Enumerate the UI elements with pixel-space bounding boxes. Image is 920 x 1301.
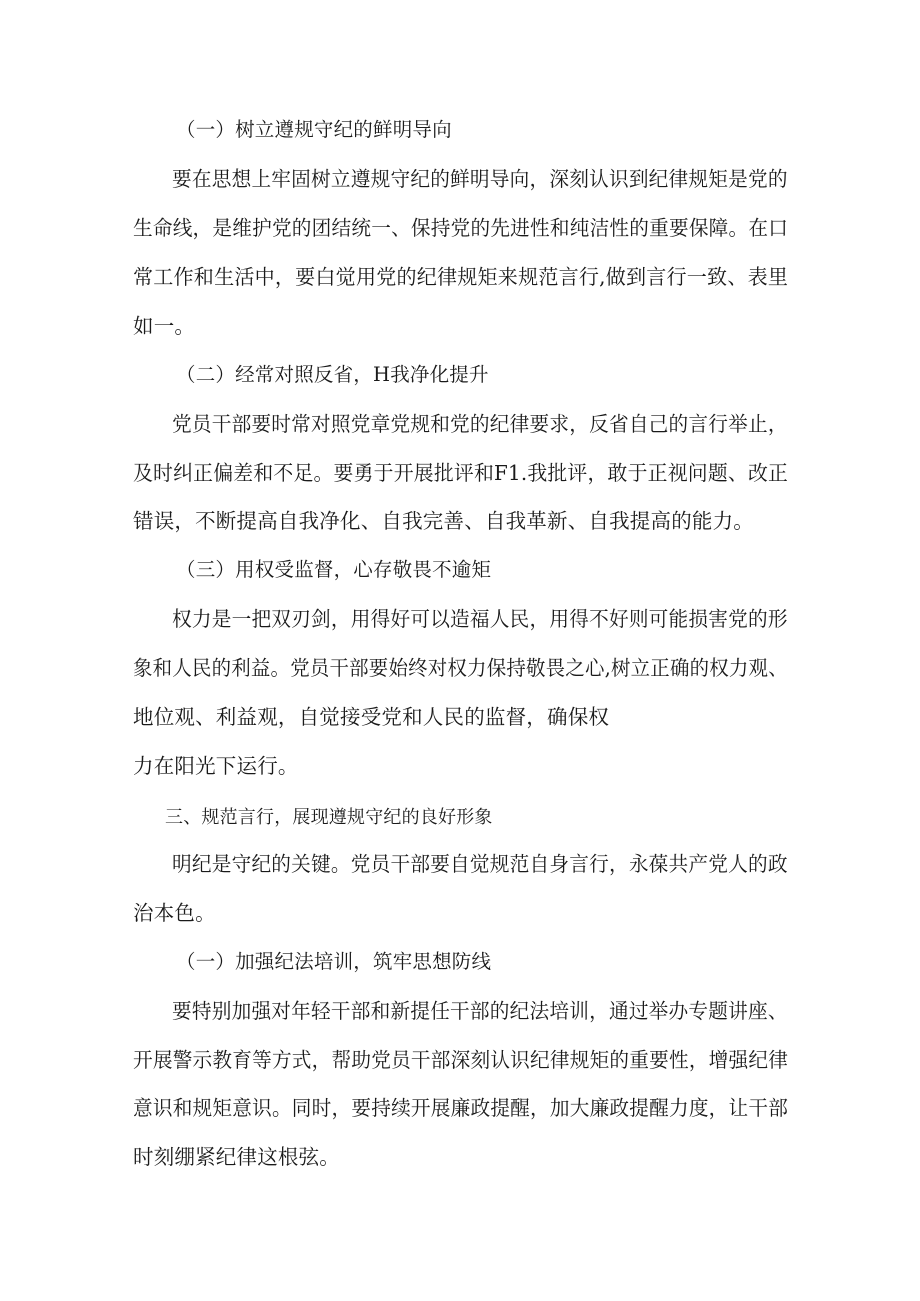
paragraph-line: 明纪是守纪的关键。党员干部要自觉规范自身言行，永葆共产党人的政 [172, 852, 788, 876]
paragraph-line: 开展警示教育等方式，帮助党员干部深刻认识纪律规矩的重要性，增强纪律 [133, 1048, 789, 1072]
paragraph-line: 象和人民的利益。党员干部要始终对权力保持敬畏之心,树立正确的权力观、 [133, 656, 788, 680]
section-heading-3: （三）用权受监督，心存敬畏不逾矩 [176, 558, 492, 581]
paragraph-line: 党员干部要时常对照党章党规和党的纪律要求，反省自己的言行举止， [172, 412, 788, 436]
part-heading-3: 三、规范言行，展现遵规守纪的良好形象 [165, 807, 493, 828]
paragraph-line: 力在阳光下运行。 [133, 754, 299, 778]
paragraph-line: 错误，不断提高自我净化、自我完善、自我革新、自我提高的能力。 [133, 509, 754, 533]
paragraph-line: 及时纠正偏差和不足。要勇于开展批评和F1.我批评，敢于正视问题、改正 [133, 461, 789, 485]
section-heading-2: （二）经常对照反省，H我净化提升 [176, 363, 489, 386]
paragraph-line: 时刻绷紧纪律这根弦。 [133, 1145, 340, 1169]
paragraph-line: 地位观、利益观，自觉接受党和人民的监督，确保权 [133, 705, 610, 729]
paragraph-line: 要特别加强对年轻干部和新提任干部的纪法培训，通过举办专题讲座、 [172, 999, 788, 1023]
paragraph-line: 常工作和生活中，要白觉用党的纪律规矩来规范言行,做到言行一致、表里 [133, 265, 789, 289]
paragraph-line: 要在思想上牢固树立遵规守纪的鲜明导向，深刻认识到纪律规矩是党的 [172, 167, 788, 191]
subsection-heading-1: （一）加强纪法培训，筑牢思想防线 [176, 950, 492, 973]
paragraph-line: 意识和规矩意识。同时，要持续开展廉政提醒，加大廉政提醒力度，让干部 [133, 1096, 789, 1120]
paragraph-line: 治本色。 [133, 901, 216, 925]
section-heading-1: （一）树立遵规守纪的鲜明导向 [176, 118, 452, 141]
paragraph-line: 权力是一把双刃剑，用得好可以造福人民，用得不好则可能损害党的形 [172, 607, 788, 631]
paragraph-line: 生命线，是维护党的团结统一、保持党的先进性和纯洁性的重要保障。在口 [133, 216, 789, 240]
paragraph-line: 如一。 [133, 314, 196, 338]
